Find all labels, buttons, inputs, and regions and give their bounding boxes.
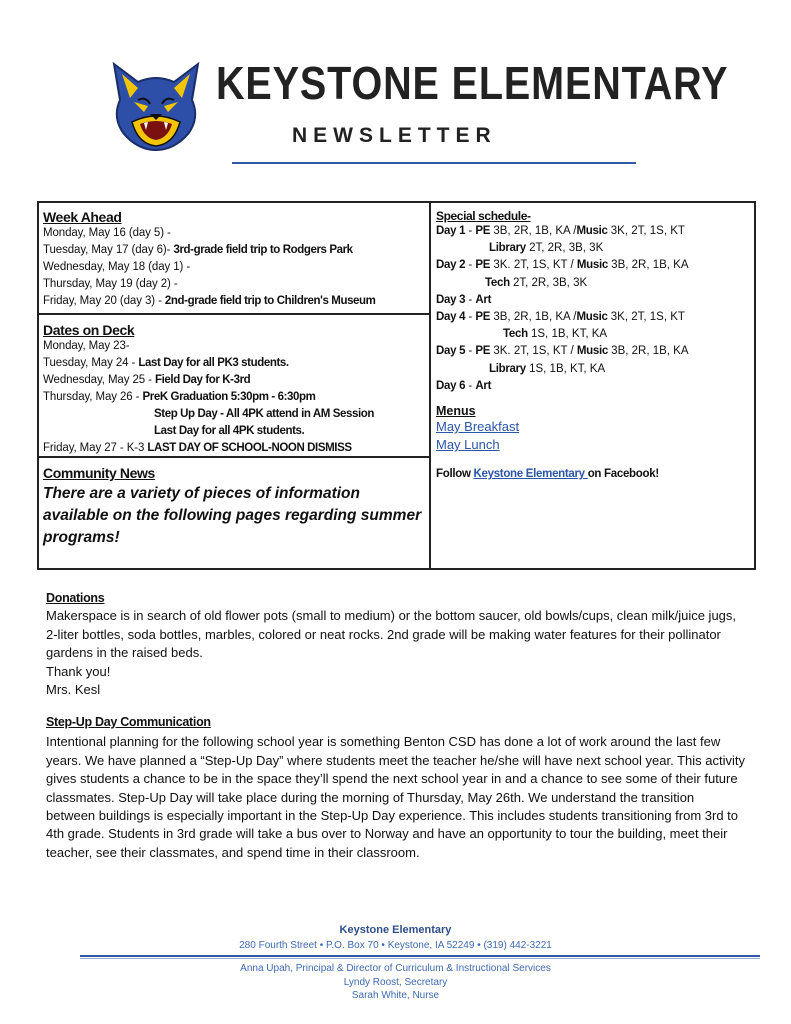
schedule-row: Day 3 - Art <box>436 293 492 306</box>
schedule-row: Day 5 - PE 3K. 2T, 1S, KT / Music 3B, 2R, 1B, KA <box>436 345 689 358</box>
donations-section <box>46 589 746 699</box>
header-divider <box>232 162 636 164</box>
schedule-row: Day 1 - PE 3B, 2R, 1B, KA /Music 3K, 2T, 1S, KT <box>436 225 685 237</box>
keystone-facebook-link[interactable]: Keystone Elementary <box>473 468 588 481</box>
schedule-row: Library 1S, 1B, KT, KA <box>489 362 606 375</box>
list-item: Step Up Day - All 4PK attend in AM Session <box>154 408 375 420</box>
staff-principal: Anna Upah, Principal & Director of Curriculum & Instructional Services <box>240 963 551 974</box>
box-vertical-divider <box>429 201 431 570</box>
schedule-row: Day 6 - Art <box>436 379 492 392</box>
footer-address: 280 Fourth Street • P.O. Box 70 • Keystone, IA 52249 • (319) 442-3221 <box>239 940 552 951</box>
school-name: KEYSTONE ELEMENTARY <box>216 57 729 109</box>
newsletter-title: NEWSLETTER <box>292 124 497 147</box>
step-up-title: Step-Up Day Communication <box>46 715 211 729</box>
list-item: Thursday, May 26 - PreK Graduation 5:30pm - 6:30pm <box>43 391 316 403</box>
dates-on-deck-section <box>43 322 374 457</box>
footer-school-name: Keystone Elementary <box>339 924 452 936</box>
list-item: Wednesday, May 18 (day 1) - <box>43 261 191 273</box>
may-lunch-link[interactable]: May Lunch <box>436 437 500 453</box>
week-ahead-title: Week Ahead <box>43 209 122 225</box>
special-schedule-title: Special schedule- <box>436 209 531 223</box>
footer-divider-thin <box>80 958 760 959</box>
list-item: Monday, May 16 (day 5) - <box>43 227 171 239</box>
step-up-section <box>46 713 746 862</box>
schedule-row: Tech 2T, 2R, 3B, 3K <box>485 276 588 289</box>
list-item: Thursday, May 19 (day 2) - <box>43 278 178 290</box>
schedule-row: Day 4 - PE 3B, 2R, 1B, KA /Music 3K, 2T, 1S, KT <box>436 311 685 324</box>
step-up-body: Intentional planning for the following school year is something Benton CSD has done a lot of work around the last few years. We have planned a “Step-Up Day” where students meet the teacher he/she will have next school year. This activity gives students a chance to be in the space they’ll spend the next school year in and a chance to see some of their future classmates. Step-Up Day will take place during the morning of Thursday, May 26th. We understand the transition between buildings is especially important in the Step-Up Day experience. This includes students transitioning from 3rd to 4th grade. Students in 3rd grade will take a bus over to Norway and have an opportunity to tour the building, meet their teacher, see their classmates, and spend time in their classroom. <box>46 734 745 860</box>
week-ahead-section <box>43 209 376 310</box>
list-item: Last Day for all 4PK students. <box>154 425 305 437</box>
box-divider-1 <box>37 313 430 315</box>
schedule-row: Day 2 - PE 3K. 2T, 1S, KT / Music 3B, 2R, 1B, KA <box>436 259 689 272</box>
facebook-follow: Follow Keystone Elementary on Facebook! <box>436 468 659 481</box>
donations-body: Makerspace is in search of old flower pots (small to medium) or the bottom saucer, old bowls/cups, clean milk/juice jugs, 2-liter bottles, soda bottles, marbles, colored or neat rocks. 2nd grade will be making water features for their pollinator gardens in the raised beds. <box>46 608 737 661</box>
schedule-row: Tech 1S, 1B, KT, KA <box>503 328 608 341</box>
menus-title: Menus <box>436 404 476 419</box>
staff-secretary: Lyndy Roost, Secretary <box>343 976 448 988</box>
schedule-row: Library 2T, 2R, 3B, 3K <box>489 242 604 255</box>
may-breakfast-link[interactable]: May Breakfast <box>436 419 520 435</box>
list-item: Monday, May 23- <box>43 340 130 352</box>
staff-nurse: Sarah White, Nurse <box>351 990 440 1001</box>
footer-staff <box>0 962 791 1003</box>
list-item: Friday, May 20 (day 3) - 2nd-grade field trip to Children's Museum <box>43 295 376 307</box>
list-item: Wednesday, May 25 - Field Day for K-3rd <box>43 374 251 386</box>
donations-thanks: Thank you! <box>46 663 111 679</box>
wildcat-logo-icon <box>108 60 204 152</box>
dates-on-deck-title: Dates on Deck <box>43 322 135 338</box>
community-news-section <box>43 465 423 549</box>
community-news-body: There are a variety of pieces of information available on the following pages regarding summer programs! <box>43 485 422 546</box>
donations-title: Donations <box>46 591 105 605</box>
community-news-title: Community News <box>43 465 155 481</box>
special-schedule-section <box>436 209 752 480</box>
footer-divider <box>80 955 760 957</box>
list-item: Tuesday, May 24 - Last Day for all PK3 students. <box>43 357 289 369</box>
list-item: Friday, May 27 - K-3 LAST DAY OF SCHOOL-NOON DISMISS <box>43 442 352 454</box>
list-item: Tuesday, May 17 (day 6)- 3rd-grade field trip to Rodgers Park <box>43 244 353 256</box>
donations-signature: Mrs. Kesl <box>46 682 101 698</box>
